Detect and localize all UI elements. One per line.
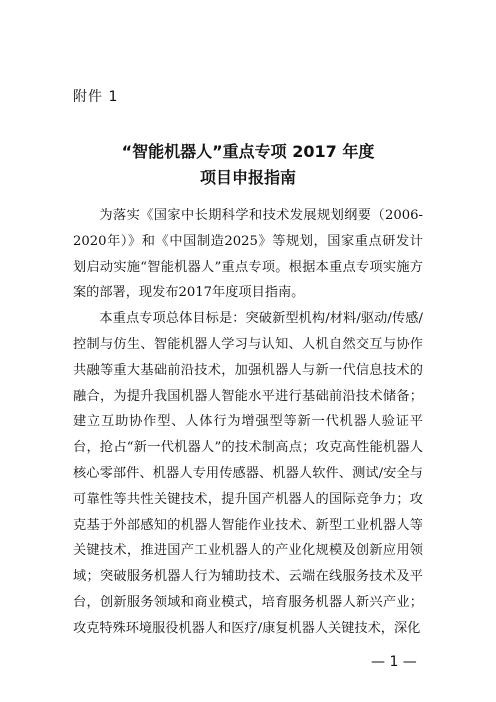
document-subtitle: 项目申报指南 — [199, 168, 296, 187]
document-title: “智能机器人”重点专项 2017 年度 — [121, 142, 375, 161]
attachment-label: 附件 1 — [73, 89, 119, 105]
document-body — [73, 203, 423, 642]
paragraph: 本重点专项总体目标是：突破新型机构/材料/驱动/传感/控制与仿生、智能机器人学习与认知、人机自然交互与协作共融等重大基础前沿技术，加强机器人与新一代信息技术的融合，为提升我国机器人智能水平进行基础前沿技术储备；建立互助协作型、人体行为增强型等新一代机器人验证平台，抢占“新一代机器人”的技术制高点；攻克高性能机器人核心零部件、机器人专用传感器、机器人软件、测试/安全与可靠性等共性关键技术，提升国产机器人的国际竞争力；攻克基于外部感知的机器人智能作业技术、新型工业机器人等关键技术，推进国产工业机器人的产业化规模及创新应用领域；突破服务机器人行为辅助技术、云端在线服务技术及平台，创新服务领域和商业模式，培育服务机器人新兴产业；攻克特殊环境服役机器人和医疗/康复机器人关键技术，深化 — [73, 311, 423, 636]
paragraph: 为落实《国家中长期科学和技术发展规划纲要（2006-2020年）》和《中国制造2025》等规划，国家重点研发计划启动实施“智能机器人”重点专项。根据本重点专项实施方案的部署，现发布2017年度项目指南。 — [73, 208, 423, 301]
page-number: — 1 — — [371, 654, 417, 670]
